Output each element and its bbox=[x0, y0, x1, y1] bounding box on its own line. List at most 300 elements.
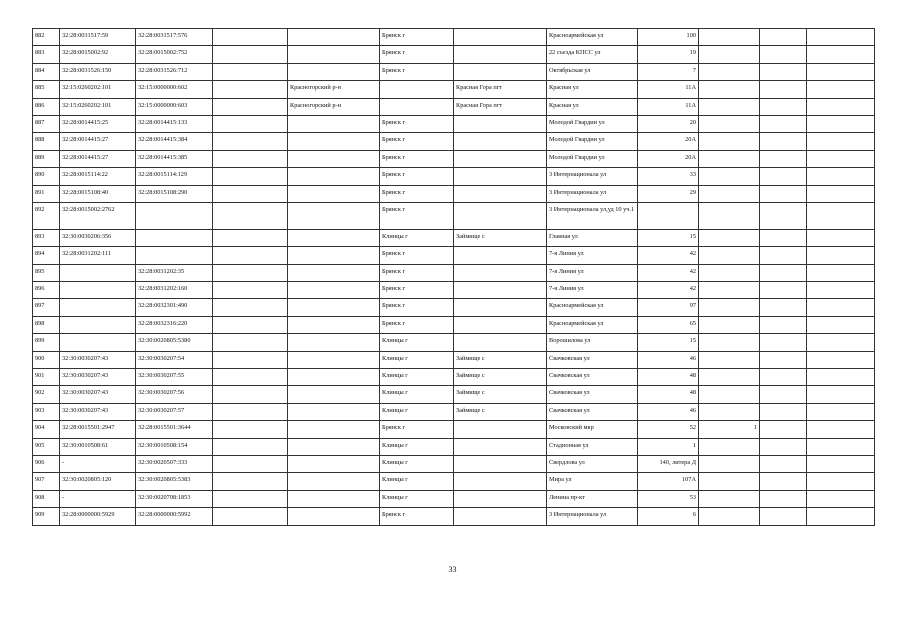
region-cell bbox=[213, 490, 288, 507]
building-cell bbox=[699, 115, 760, 132]
extra-cell bbox=[807, 150, 875, 167]
row-number-cell: 902 bbox=[33, 386, 60, 403]
table-row bbox=[33, 421, 875, 438]
street-cell: Красная ул bbox=[547, 98, 638, 115]
district-cell bbox=[288, 63, 380, 80]
region-cell bbox=[213, 334, 288, 351]
cadastral-number-building-cell: 32:30:0030207:56 bbox=[136, 386, 213, 403]
table-row bbox=[33, 98, 875, 115]
city-cell: Брянск г bbox=[380, 150, 454, 167]
city-cell: Брянск г bbox=[380, 168, 454, 185]
city-cell: Брянск г bbox=[380, 133, 454, 150]
region-cell bbox=[213, 316, 288, 333]
city-cell: Брянск г bbox=[380, 46, 454, 63]
building-cell bbox=[699, 316, 760, 333]
row-number-cell: 891 bbox=[33, 185, 60, 202]
table-row bbox=[33, 185, 875, 202]
settlement-cell bbox=[454, 473, 547, 490]
cadastral-number-building-cell: 32:28:0015002:752 bbox=[136, 46, 213, 63]
city-cell: Клинцы г bbox=[380, 438, 454, 455]
house-number-cell: 140, литера Д bbox=[638, 455, 699, 472]
settlement-cell bbox=[454, 115, 547, 132]
apartment-cell bbox=[760, 133, 807, 150]
table-row bbox=[33, 351, 875, 368]
extra-cell bbox=[807, 351, 875, 368]
cadastral-number-parcel-cell bbox=[60, 334, 136, 351]
building-cell bbox=[699, 299, 760, 316]
extra-cell bbox=[807, 81, 875, 98]
cadastral-number-building-cell: 32:15:0000000:603 bbox=[136, 98, 213, 115]
table-row bbox=[33, 229, 875, 246]
cadastral-number-parcel-cell: 32:28:0000000:5929 bbox=[60, 508, 136, 525]
apartment-cell bbox=[760, 98, 807, 115]
table-row bbox=[33, 150, 875, 167]
building-cell bbox=[699, 247, 760, 264]
cadastral-number-building-cell: 32:28:0031517:576 bbox=[136, 29, 213, 46]
city-cell: Брянск г bbox=[380, 29, 454, 46]
district-cell bbox=[288, 229, 380, 246]
cadastral-number-building-cell: 32:15:0000000:602 bbox=[136, 81, 213, 98]
cadastral-number-parcel-cell bbox=[60, 299, 136, 316]
table-row bbox=[33, 168, 875, 185]
street-cell: Ворошилова ул bbox=[547, 334, 638, 351]
street-cell: 3 Интернационала ул bbox=[547, 168, 638, 185]
street-cell: Молодой Гвардии ул bbox=[547, 115, 638, 132]
settlement-cell bbox=[454, 150, 547, 167]
cadastral-number-building-cell: 32:30:0030207:54 bbox=[136, 351, 213, 368]
city-cell: Клинцы г bbox=[380, 490, 454, 507]
district-cell bbox=[288, 369, 380, 386]
building-cell bbox=[699, 438, 760, 455]
house-number-cell: 33 bbox=[638, 168, 699, 185]
cadastral-number-parcel-cell: - bbox=[60, 455, 136, 472]
street-cell: Красноармейская ул bbox=[547, 299, 638, 316]
street-cell: Главная ул bbox=[547, 229, 638, 246]
cadastral-number-parcel-cell: 32:28:0015114:22 bbox=[60, 168, 136, 185]
apartment-cell bbox=[760, 46, 807, 63]
row-number-cell: 893 bbox=[33, 229, 60, 246]
row-number-cell: 899 bbox=[33, 334, 60, 351]
house-number-cell bbox=[638, 202, 699, 229]
district-cell bbox=[288, 473, 380, 490]
table-body bbox=[33, 29, 875, 526]
settlement-cell bbox=[454, 133, 547, 150]
cadastral-number-parcel-cell: 32:30:0030206:356 bbox=[60, 229, 136, 246]
city-cell: Брянск г bbox=[380, 316, 454, 333]
district-cell bbox=[288, 421, 380, 438]
settlement-cell: Займище с bbox=[454, 351, 547, 368]
row-number-cell: 907 bbox=[33, 473, 60, 490]
building-cell bbox=[699, 403, 760, 420]
row-number-cell: 888 bbox=[33, 133, 60, 150]
row-number-cell: 906 bbox=[33, 455, 60, 472]
district-cell bbox=[288, 29, 380, 46]
building-cell bbox=[699, 168, 760, 185]
district-cell bbox=[288, 508, 380, 525]
extra-cell bbox=[807, 299, 875, 316]
table-row bbox=[33, 473, 875, 490]
apartment-cell bbox=[760, 334, 807, 351]
cadastral-number-parcel-cell: 32:30:0030207:43 bbox=[60, 386, 136, 403]
apartment-cell bbox=[760, 150, 807, 167]
settlement-cell bbox=[454, 46, 547, 63]
city-cell bbox=[380, 98, 454, 115]
apartment-cell bbox=[760, 455, 807, 472]
house-number-cell: 46 bbox=[638, 351, 699, 368]
settlement-cell bbox=[454, 168, 547, 185]
row-number-cell: 884 bbox=[33, 63, 60, 80]
apartment-cell bbox=[760, 386, 807, 403]
cadastral-number-parcel-cell: 32:28:0015002:92 bbox=[60, 46, 136, 63]
apartment-cell bbox=[760, 29, 807, 46]
house-number-cell: 48 bbox=[638, 386, 699, 403]
building-cell bbox=[699, 229, 760, 246]
cadastral-number-parcel-cell: 32:15:0260202:101 bbox=[60, 81, 136, 98]
apartment-cell bbox=[760, 421, 807, 438]
district-cell bbox=[288, 386, 380, 403]
region-cell bbox=[213, 185, 288, 202]
settlement-cell bbox=[454, 282, 547, 299]
street-cell: Свердлова ул bbox=[547, 455, 638, 472]
apartment-cell bbox=[760, 438, 807, 455]
street-cell: 7-я Линия ул bbox=[547, 264, 638, 281]
house-number-cell: 52 bbox=[638, 421, 699, 438]
cadastral-number-building-cell: 32:28:0031202:160 bbox=[136, 282, 213, 299]
building-cell bbox=[699, 508, 760, 525]
cadastral-number-building-cell: 32:30:0030207:57 bbox=[136, 403, 213, 420]
house-number-cell: 65 bbox=[638, 316, 699, 333]
region-cell bbox=[213, 202, 288, 229]
cadastral-number-building-cell: 32:28:0031526:712 bbox=[136, 63, 213, 80]
house-number-cell: 107А bbox=[638, 473, 699, 490]
street-cell: Ленина пр-кт bbox=[547, 490, 638, 507]
table-row bbox=[33, 29, 875, 46]
cadastral-number-building-cell: 32:28:0015114:129 bbox=[136, 168, 213, 185]
region-cell bbox=[213, 247, 288, 264]
building-cell bbox=[699, 29, 760, 46]
row-number-cell: 887 bbox=[33, 115, 60, 132]
table-row bbox=[33, 316, 875, 333]
row-number-cell: 886 bbox=[33, 98, 60, 115]
house-number-cell: 46 bbox=[638, 403, 699, 420]
cadastral-number-parcel-cell: 32:28:0015501:2947 bbox=[60, 421, 136, 438]
street-cell: Свачковская ул bbox=[547, 369, 638, 386]
cadastral-number-building-cell: 32:30:0020507:333 bbox=[136, 455, 213, 472]
building-cell bbox=[699, 351, 760, 368]
house-number-cell: 6 bbox=[638, 508, 699, 525]
table-row bbox=[33, 63, 875, 80]
street-cell: Свачковская ул bbox=[547, 386, 638, 403]
building-cell bbox=[699, 98, 760, 115]
district-cell: Красногорский р-н bbox=[288, 98, 380, 115]
table-row bbox=[33, 299, 875, 316]
table-row bbox=[33, 81, 875, 98]
city-cell: Клинцы г bbox=[380, 386, 454, 403]
table-row bbox=[33, 133, 875, 150]
apartment-cell bbox=[760, 247, 807, 264]
district-cell bbox=[288, 316, 380, 333]
row-number-cell: 892 bbox=[33, 202, 60, 229]
street-cell: 3 Интернационала ул bbox=[547, 508, 638, 525]
row-number-cell: 882 bbox=[33, 29, 60, 46]
settlement-cell bbox=[454, 438, 547, 455]
settlement-cell: Красная Гора пгт bbox=[454, 98, 547, 115]
city-cell: Клинцы г bbox=[380, 455, 454, 472]
region-cell bbox=[213, 81, 288, 98]
extra-cell bbox=[807, 490, 875, 507]
extra-cell bbox=[807, 185, 875, 202]
house-number-cell: 29 bbox=[638, 185, 699, 202]
table-row bbox=[33, 46, 875, 63]
extra-cell bbox=[807, 386, 875, 403]
row-number-cell: 890 bbox=[33, 168, 60, 185]
street-cell: Стадионная ул bbox=[547, 438, 638, 455]
building-cell bbox=[699, 185, 760, 202]
cadastral-number-building-cell: 32:30:0030207:55 bbox=[136, 369, 213, 386]
city-cell: Клинцы г bbox=[380, 334, 454, 351]
row-number-cell: 903 bbox=[33, 403, 60, 420]
building-cell bbox=[699, 46, 760, 63]
row-number-cell: 904 bbox=[33, 421, 60, 438]
table-row bbox=[33, 264, 875, 281]
city-cell: Брянск г bbox=[380, 202, 454, 229]
extra-cell bbox=[807, 168, 875, 185]
street-cell: Молодой Гвардии ул bbox=[547, 150, 638, 167]
cadastral-number-building-cell bbox=[136, 202, 213, 229]
cadastral-number-building-cell: 32:28:0014415:385 bbox=[136, 150, 213, 167]
district-cell bbox=[288, 282, 380, 299]
district-cell bbox=[288, 185, 380, 202]
cadastral-number-building-cell: 32:28:0000000:5992 bbox=[136, 508, 213, 525]
region-cell bbox=[213, 351, 288, 368]
apartment-cell bbox=[760, 282, 807, 299]
table-row bbox=[33, 247, 875, 264]
cadastral-number-parcel-cell: 32:30:0010508:61 bbox=[60, 438, 136, 455]
extra-cell bbox=[807, 421, 875, 438]
region-cell bbox=[213, 29, 288, 46]
extra-cell bbox=[807, 63, 875, 80]
city-cell: Брянск г bbox=[380, 247, 454, 264]
region-cell bbox=[213, 150, 288, 167]
building-cell bbox=[699, 473, 760, 490]
region-cell bbox=[213, 421, 288, 438]
row-number-cell: 905 bbox=[33, 438, 60, 455]
row-number-cell: 889 bbox=[33, 150, 60, 167]
apartment-cell bbox=[760, 202, 807, 229]
extra-cell bbox=[807, 29, 875, 46]
apartment-cell bbox=[760, 351, 807, 368]
row-number-cell: 885 bbox=[33, 81, 60, 98]
settlement-cell bbox=[454, 490, 547, 507]
cadastral-number-building-cell: 32:28:0015108:290 bbox=[136, 185, 213, 202]
cadastral-number-building-cell: 32:28:0014415:133 bbox=[136, 115, 213, 132]
building-cell bbox=[699, 202, 760, 229]
house-number-cell: 53 bbox=[638, 490, 699, 507]
settlement-cell bbox=[454, 29, 547, 46]
row-number-cell: 900 bbox=[33, 351, 60, 368]
apartment-cell bbox=[760, 229, 807, 246]
row-number-cell: 901 bbox=[33, 369, 60, 386]
district-cell bbox=[288, 202, 380, 229]
extra-cell bbox=[807, 46, 875, 63]
register-table bbox=[32, 28, 875, 526]
cadastral-number-parcel-cell: 32:28:0031517:59 bbox=[60, 29, 136, 46]
table-row bbox=[33, 115, 875, 132]
row-number-cell: 894 bbox=[33, 247, 60, 264]
building-cell bbox=[699, 133, 760, 150]
region-cell bbox=[213, 473, 288, 490]
house-number-cell: 20А bbox=[638, 150, 699, 167]
street-cell: Красная ул bbox=[547, 81, 638, 98]
city-cell: Клинцы г bbox=[380, 351, 454, 368]
building-cell bbox=[699, 386, 760, 403]
district-cell bbox=[288, 247, 380, 264]
house-number-cell: 42 bbox=[638, 282, 699, 299]
apartment-cell bbox=[760, 473, 807, 490]
settlement-cell bbox=[454, 421, 547, 438]
district-cell bbox=[288, 299, 380, 316]
street-cell: 3 Интернационала ул,уд 10 уч.1 bbox=[547, 202, 638, 229]
cadastral-number-parcel-cell bbox=[60, 264, 136, 281]
region-cell bbox=[213, 115, 288, 132]
apartment-cell bbox=[760, 63, 807, 80]
district-cell bbox=[288, 438, 380, 455]
apartment-cell bbox=[760, 508, 807, 525]
table-row bbox=[33, 403, 875, 420]
house-number-cell: 7 bbox=[638, 63, 699, 80]
cadastral-number-parcel-cell: 32:15:0260202:101 bbox=[60, 98, 136, 115]
cadastral-number-parcel-cell: 32:30:0020805:120 bbox=[60, 473, 136, 490]
house-number-cell: 97 bbox=[638, 299, 699, 316]
row-number-cell: 895 bbox=[33, 264, 60, 281]
table-row bbox=[33, 438, 875, 455]
city-cell: Клинцы г bbox=[380, 369, 454, 386]
district-cell bbox=[288, 264, 380, 281]
apartment-cell bbox=[760, 403, 807, 420]
street-cell: Красноармейская ул bbox=[547, 29, 638, 46]
settlement-cell bbox=[454, 316, 547, 333]
cadastral-number-parcel-cell: - bbox=[60, 490, 136, 507]
city-cell: Брянск г bbox=[380, 185, 454, 202]
region-cell bbox=[213, 386, 288, 403]
cadastral-number-building-cell bbox=[136, 229, 213, 246]
settlement-cell: Займище с bbox=[454, 386, 547, 403]
settlement-cell bbox=[454, 247, 547, 264]
district-cell bbox=[288, 115, 380, 132]
extra-cell bbox=[807, 247, 875, 264]
page-number: 33 bbox=[448, 565, 457, 574]
district-cell bbox=[288, 168, 380, 185]
cadastral-number-parcel-cell: 32:30:0030207:43 bbox=[60, 403, 136, 420]
house-number-cell: 42 bbox=[638, 264, 699, 281]
cadastral-number-building-cell: 32:30:0020805:5380 bbox=[136, 334, 213, 351]
house-number-cell: 48 bbox=[638, 369, 699, 386]
district-cell bbox=[288, 334, 380, 351]
apartment-cell bbox=[760, 168, 807, 185]
extra-cell bbox=[807, 403, 875, 420]
region-cell bbox=[213, 46, 288, 63]
house-number-cell: 11А bbox=[638, 81, 699, 98]
extra-cell bbox=[807, 508, 875, 525]
cadastral-number-parcel-cell: 32:28:0015108:40 bbox=[60, 185, 136, 202]
settlement-cell: Красная Гора пгт bbox=[454, 81, 547, 98]
region-cell bbox=[213, 403, 288, 420]
cadastral-number-building-cell: 32:30:0020805:5383 bbox=[136, 473, 213, 490]
city-cell: Клинцы г bbox=[380, 403, 454, 420]
street-cell: Октябрьская ул bbox=[547, 63, 638, 80]
settlement-cell bbox=[454, 334, 547, 351]
settlement-cell bbox=[454, 455, 547, 472]
region-cell bbox=[213, 168, 288, 185]
cadastral-number-parcel-cell: 32:28:0014415:27 bbox=[60, 133, 136, 150]
settlement-cell: Займище с bbox=[454, 229, 547, 246]
district-cell bbox=[288, 455, 380, 472]
apartment-cell bbox=[760, 369, 807, 386]
region-cell bbox=[213, 508, 288, 525]
extra-cell bbox=[807, 264, 875, 281]
street-cell: 7-я Линия ул bbox=[547, 282, 638, 299]
extra-cell bbox=[807, 115, 875, 132]
extra-cell bbox=[807, 455, 875, 472]
house-number-cell: 1 bbox=[638, 438, 699, 455]
cadastral-number-parcel-cell: 32:28:0014415:25 bbox=[60, 115, 136, 132]
street-cell: Мира ул bbox=[547, 473, 638, 490]
building-cell bbox=[699, 455, 760, 472]
table-row bbox=[33, 386, 875, 403]
house-number-cell: 15 bbox=[638, 229, 699, 246]
region-cell bbox=[213, 455, 288, 472]
district-cell bbox=[288, 490, 380, 507]
region-cell bbox=[213, 63, 288, 80]
region-cell bbox=[213, 98, 288, 115]
cadastral-number-building-cell: 32:28:0032316:220 bbox=[136, 316, 213, 333]
cadastral-number-parcel-cell bbox=[60, 282, 136, 299]
house-number-cell: 100 bbox=[638, 29, 699, 46]
extra-cell bbox=[807, 369, 875, 386]
region-cell bbox=[213, 282, 288, 299]
apartment-cell bbox=[760, 490, 807, 507]
street-cell: Московский мкр bbox=[547, 421, 638, 438]
apartment-cell bbox=[760, 185, 807, 202]
table-row bbox=[33, 334, 875, 351]
region-cell bbox=[213, 299, 288, 316]
city-cell: Брянск г bbox=[380, 282, 454, 299]
district-cell bbox=[288, 150, 380, 167]
settlement-cell bbox=[454, 264, 547, 281]
cadastral-number-parcel-cell bbox=[60, 316, 136, 333]
apartment-cell bbox=[760, 316, 807, 333]
cadastral-number-building-cell: 32:28:0031202:35 bbox=[136, 264, 213, 281]
city-cell: Брянск г bbox=[380, 421, 454, 438]
region-cell bbox=[213, 369, 288, 386]
region-cell bbox=[213, 438, 288, 455]
building-cell bbox=[699, 150, 760, 167]
district-cell: Красногорский р-н bbox=[288, 81, 380, 98]
district-cell bbox=[288, 351, 380, 368]
extra-cell bbox=[807, 282, 875, 299]
building-cell bbox=[699, 490, 760, 507]
extra-cell bbox=[807, 133, 875, 150]
city-cell bbox=[380, 81, 454, 98]
cadastral-number-parcel-cell: 32:28:0031202:111 bbox=[60, 247, 136, 264]
settlement-cell bbox=[454, 508, 547, 525]
extra-cell bbox=[807, 202, 875, 229]
cadastral-number-building-cell: 32:28:0015501:3644 bbox=[136, 421, 213, 438]
house-number-cell: 20А bbox=[638, 133, 699, 150]
street-cell: 3 Интернационала ул bbox=[547, 185, 638, 202]
building-cell bbox=[699, 63, 760, 80]
city-cell: Брянск г bbox=[380, 115, 454, 132]
